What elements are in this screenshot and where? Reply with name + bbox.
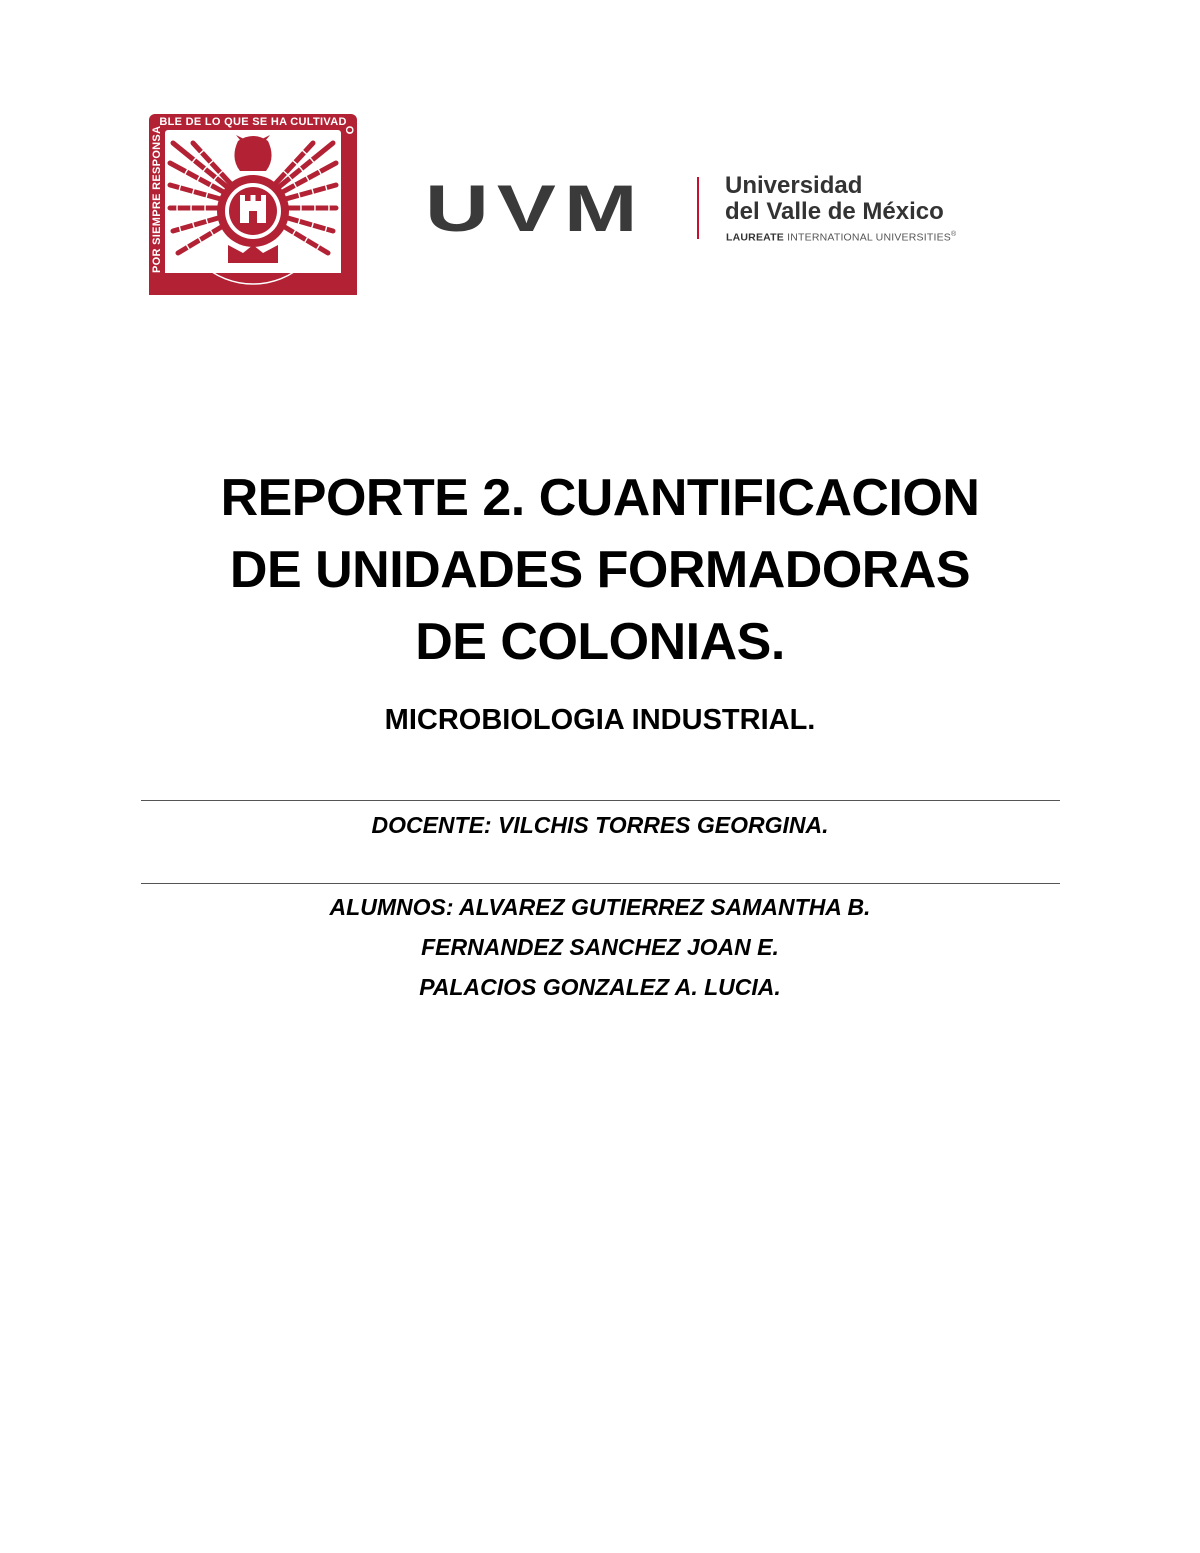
uvm-name-line1: Universidad (725, 172, 863, 199)
report-title-line1: REPORTE 2. CUANTIFICACION (220, 469, 980, 527)
report-title-line2: DE UNIDADES FORMADORAS (229, 541, 971, 599)
report-title (100, 462, 1100, 678)
student-line: PALACIOS GONZALEZ A. LUCIA. (419, 974, 781, 1000)
uvm-logo-letters: UVM (425, 171, 646, 245)
uvm-logo-name (725, 173, 944, 225)
divider-line (141, 800, 1060, 801)
uvm-name-line2: del Valle de México (725, 198, 944, 225)
uvm-logo (425, 171, 1045, 245)
uvm-logo-divider (697, 177, 699, 239)
report-title-line3: DE COLONIAS. (415, 613, 785, 671)
divider-line (141, 883, 1060, 884)
seal-motto: POR SIEMPRE RESPONSABLE DE LO QUE SE HA CULTIVADO (151, 116, 355, 273)
uvm-logo-tagline (726, 231, 956, 244)
subject-name: MICROBIOLOGIA INDUSTRIAL. (384, 704, 816, 736)
uvm-tagline-bold: LAUREATE (726, 231, 784, 244)
teacher-line: DOCENTE: VILCHIS TORRES GEORGINA. (371, 812, 829, 838)
uvm-tagline-rest: INTERNATIONAL UNIVERSITIES (784, 231, 952, 244)
student-line: ALUMNOS: ALVAREZ GUTIERREZ SAMANTHA B. (329, 894, 871, 920)
university-seal-icon (148, 113, 358, 296)
student-line: FERNANDEZ SANCHEZ JOAN E. (421, 934, 779, 960)
uvm-tagline-registered-mark: ® (951, 231, 957, 238)
